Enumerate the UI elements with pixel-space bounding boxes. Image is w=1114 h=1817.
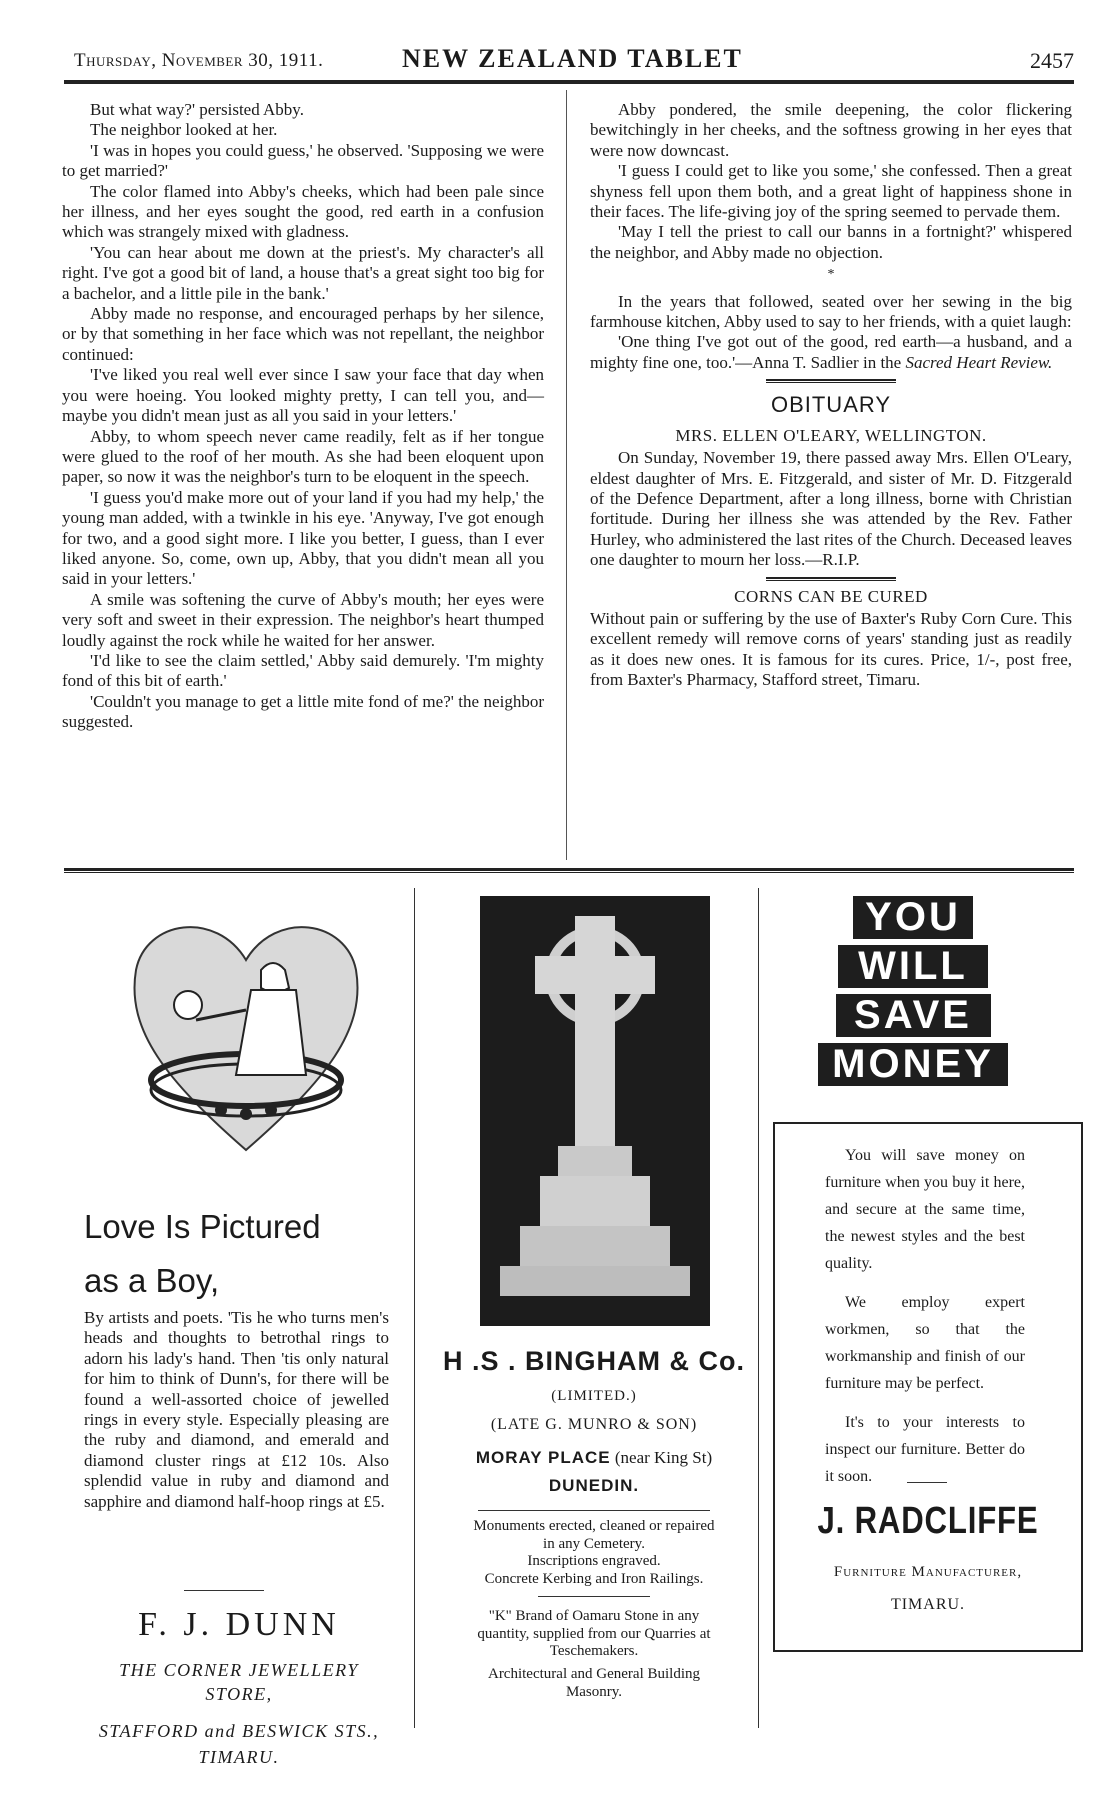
ad-paragraph: You will save money on furniture when you buy it here, and secure at the same time, the newest styles and the best quality. — [825, 1147, 1025, 1272]
services-list — [438, 1518, 750, 1588]
story-paragraph: The color flamed into Abby's cheeks, which had been pale since her illness, and her eyes sought the good, red earth in a confusion which was strangely mixed with gladness. — [62, 181, 544, 242]
story-paragraph: 'I've liked you real well ever since I saw your face that day when you were hoeing. You looked mighty pretty, I can tell you, and—maybe you didn't mean just as all you said in your letters.' — [62, 365, 544, 426]
ad-dunn-jeweller — [84, 900, 394, 1767]
store-address — [84, 1718, 394, 1770]
street-name: MORAY PLACE — [475, 1448, 611, 1467]
ad-bingham-monuments — [438, 896, 750, 1756]
ad-paragraph: We employ expert workmen, so that the workmanship and finish of our furniture may be perfect. — [825, 1294, 1025, 1392]
advertiser-name: F. J. DUNN — [138, 1606, 340, 1643]
stone-line: Teschemakers. — [549, 1643, 639, 1659]
story-paragraph: 'Couldn't you manage to get a little mite fond of me?' the neighbor suggested. — [62, 691, 544, 732]
advert-divider — [758, 888, 759, 1728]
service-line: Monuments erected, cleaned or repaired — [473, 1518, 715, 1534]
store-name-line-1: THE CORNER JEWELLERY — [119, 1660, 359, 1680]
story-column-right — [590, 100, 1072, 691]
page-number: 2457 — [1030, 48, 1074, 73]
store-address-line-2: TIMARU. — [198, 1747, 280, 1767]
service-line: Concrete Kerbing and Iron Railings. — [484, 1570, 704, 1587]
story-paragraph: A smile was softening the curve of Abby's mouth; her eyes were very soft and sweet in their expression. The neighbor's heart thumped loudly against the rock while he waited for her answer. — [62, 589, 544, 650]
save-money-banner — [813, 896, 1013, 1096]
story-paragraph: 'I guess you'd make more out of your land if you had my help,' the young man added, with a twinkle in his eye. 'Anyway, I've got enough for two, and a good sight more. I like you better, I guess, than I ever liked anyone. So, come, own up, Abby, that you didn't mean all you said in your letters.' — [62, 487, 544, 589]
store-address-line-1: STAFFORD and BESWICK STS., — [98, 1721, 380, 1741]
page-header — [74, 44, 1074, 74]
story-paragraph: But what way?' persisted Abby. — [90, 100, 304, 119]
story-source: Sacred Heart Review. — [905, 352, 1053, 372]
advert-section-rule — [64, 868, 1074, 873]
column-divider — [566, 90, 567, 860]
story-column-left — [62, 100, 544, 733]
masonry-line: Architectural and General Building — [487, 1666, 700, 1682]
street-note: (near King St) — [610, 1448, 713, 1467]
stone-line: "K" Brand of Oamaru Stone in any — [488, 1608, 700, 1624]
store-name — [84, 1658, 394, 1706]
story-paragraph: Abby made no response, and encouraged perhaps by her silence, or by that something in her face which was not repellant, the neighbor continued: — [62, 304, 544, 364]
ad-radcliffe-furniture — [773, 896, 1083, 1756]
celtic-cross-monument-icon — [480, 896, 710, 1326]
corns-text: Without pain or suffering by the use of Baxter's Ruby Corn Cure. This excellent remedy will remove corns of years' standing just as readily as it does new ones. It is famous for its cures. Price, 1/-, post free, from Baxter's Pharmacy, Stafford street, Timaru. — [590, 608, 1072, 690]
ad-headline-line-2: as a Boy, — [84, 1262, 220, 1299]
ad-text-box — [773, 1122, 1083, 1652]
story-closing-text: 'One thing I've got out of the good, red earth—a husband, and a mighty fine one, too.'—Anna T. Sadlier in the — [590, 332, 1072, 372]
banner-line: MONEY — [818, 1043, 1008, 1086]
advertiser-name: J. RADCLIFFE — [817, 1500, 1039, 1542]
service-line: in any Cemetery. — [543, 1535, 645, 1552]
story-paragraph: 'I guess I could get to like you some,' she confessed. Then a great shyness fell upon them both, and a great light of happiness shone in their faces. The life-giving joy of the spring seemed to pervade them. — [590, 161, 1072, 222]
ad-rule — [538, 1596, 650, 1597]
masonry-text — [438, 1666, 750, 1701]
stone-supply-text — [438, 1608, 750, 1661]
section-star: * — [827, 267, 835, 283]
ad-body — [825, 1142, 1025, 1502]
ad-rule — [478, 1510, 710, 1511]
story-paragraph: Abby pondered, the smile deepening, the color flickering bewitchingly in her cheeks, and the softness growing in her eyes that were now downcast. — [590, 100, 1072, 160]
issue-date: Thursday, November 30, 1911. — [74, 50, 324, 71]
story-paragraph: 'I'd like to see the claim settled,' Abby said demurely. 'I'm mighty fond of this bit of earth.' — [62, 650, 544, 691]
street-address — [438, 1448, 750, 1468]
store-name-line-2: STORE, — [205, 1684, 273, 1704]
story-paragraph: 'You can hear about me down at the priest's. My character's all right. I've got a good bit of land, a house that's a great sight too big for a bachelor, and a little pile in the bank.' — [62, 242, 544, 303]
obituary-subhead: MRS. ELLEN O'LEARY, WELLINGTON. — [675, 425, 987, 445]
story-paragraph: 'I was in hopes you could guess,' he observed. 'Supposing we were to get married?' — [62, 140, 544, 181]
corns-title: CORNS CAN BE CURED — [734, 586, 928, 606]
stone-line: quantity, supplied from our Quarries at — [477, 1625, 711, 1642]
service-line: Inscriptions engraved. — [527, 1553, 661, 1569]
city-name: DUNEDIN. — [548, 1476, 640, 1495]
banner-line: YOU — [853, 896, 973, 939]
ad-body-text: By artists and poets. 'Tis he who turns men's heads and thoughts to betrothal rings to adorn his lady's hand. Then 'tis only natural for him to think of Dunn's, for there will be found a well-assorted choice of jewelled rings in every style. Especially pleasing are the ruby and diamond, and emerald and diamond cluster rings at £12 10s. Also splendid value in ruby and diamond and sapphire and diamond half-hoop rings at £5. — [84, 1308, 389, 1511]
ad-rule — [184, 1590, 264, 1591]
banner-line: WILL — [838, 945, 988, 988]
advert-divider — [414, 888, 415, 1728]
obituary-text: On Sunday, November 19, there passed away Mrs. Ellen O'Leary, eldest daughter of Mrs. E. Fitzgerald, and sister of Mr. D. Fitzgerald of the Defence Department, after a long illness, borne with Christian fortitude. During her illness she was attended by the Rev. Father Hurley, who administered the last rites of the Church. Deceased leaves one daughter to mourn her loss.—R.I.P. — [590, 448, 1072, 570]
story-paragraph: Abby, to whom speech never came readily, felt as if her tongue were glued to the roof of her mouth. As she had been eloquent upon paper, so now it was the neighbor's turn to be eloquent in the speech. — [62, 426, 544, 487]
ad-paragraph: It's to your interests to inspect our furniture. Better do it soon. — [825, 1414, 1025, 1485]
masthead-title: NEW ZEALAND TABLET — [402, 44, 743, 73]
former-name: (LATE G. MUNRO & SON) — [490, 1416, 698, 1433]
ad-headline-line-1: Love Is Pictured — [84, 1208, 321, 1245]
masonry-line: Masonry. — [565, 1683, 623, 1700]
town-name: TIMARU. — [890, 1596, 966, 1613]
advertiser-name: H .S . BINGHAM & Co. — [443, 1346, 745, 1376]
header-rule — [64, 80, 1074, 84]
heart-illustration-icon — [126, 910, 366, 1160]
company-status: (LIMITED.) — [551, 1388, 637, 1404]
banner-line: SAVE — [836, 994, 991, 1037]
story-paragraph: 'May I tell the priest to call our banns in a fortnight?' whispered the neighbor, and Abby made no objection. — [590, 222, 1072, 262]
section-rule — [766, 379, 896, 383]
story-paragraph: In the years that followed, seated over her sewing in the big farmhouse kitchen, Abby used to say to her friends, with a quiet laugh: — [590, 291, 1072, 332]
story-paragraph: The neighbor looked at her. — [90, 120, 278, 140]
obituary-title: OBITUARY — [770, 392, 892, 418]
trade-description: Furniture Manufacturer, — [833, 1564, 1023, 1580]
ad-headline — [84, 1200, 321, 1308]
ad-rule — [907, 1482, 947, 1483]
section-rule — [766, 577, 896, 581]
story-closing-paragraph — [590, 332, 1072, 373]
